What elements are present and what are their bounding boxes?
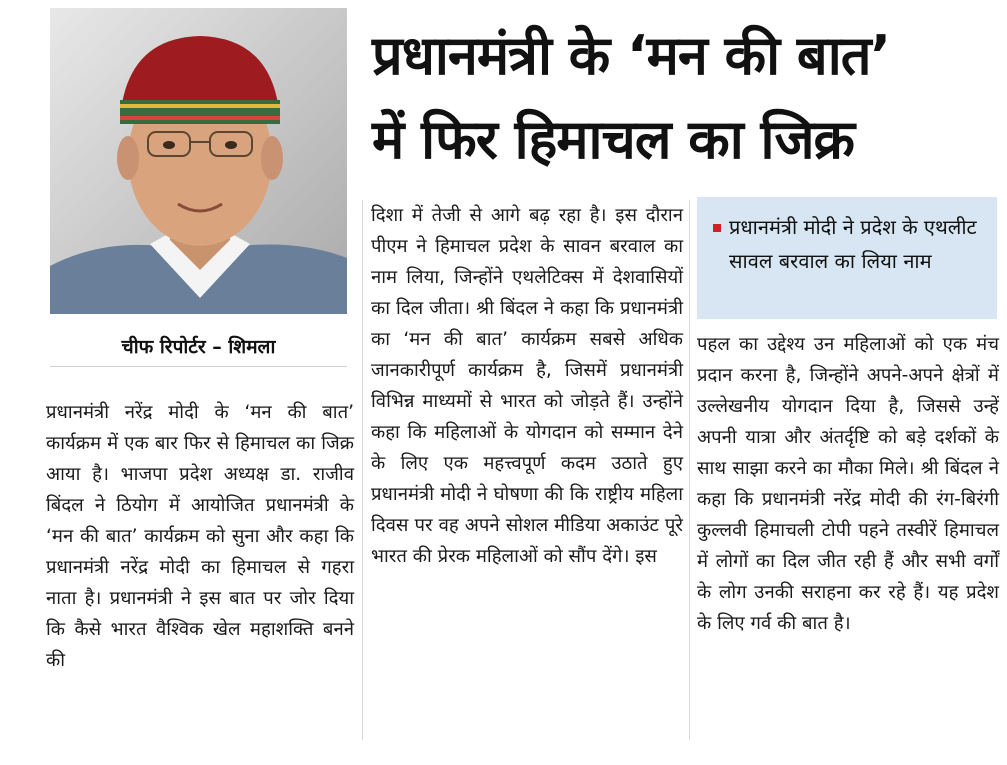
article-column-2: दिशा में तेजी से आगे बढ़ रहा है। इस दौरान पीएम ने हिमाचल प्रदेश के सावन बरवाल का नाम लिया, जिन्होंने एथलेटिक्स में देशवासियों का दिल जीता। श्री बिंदल ने कहा कि प्रधानमंत्री का ‘मन की बात’ कार्यक्रम सबसे अधिक जानकारीपूर्ण कार्यक्रम है, जिसमें प्रधानमंत्री विभिन्न माध्यमों से भारत को जोड़ते हैं। उन्होंने कहा कि महिलाओं के योगदान को सम्मान देने के लिए एक महत्त्वपूर्ण कदम उठाते हुए प्रधानमंत्री मोदी ने घोषणा की कि राष्ट्रीय महिला दिवस पर वह अपने सोशल मीडिया अकाउंट पूरे भारत की प्रेरक महिलाओं को सौंप देंगे। इस bbox=[371, 205, 683, 567]
article-column-3: पहल का उद्देश्य उन महिलाओं को एक मंच प्रदान करना है, जिन्होंने अपने-अपने क्षेत्रों में उल्लेखनीय योगदान दिया है, जिससे उन्हें अपनी यात्रा और अंतर्दृष्टि को बड़े दर्शकों के साथ साझा करने का मौका मिले। श्री बिंदल ने कहा कि प्रधानमंत्री नरेंद्र मोदी की रंग-बिरंगी कुल्लवी हिमाचली टोपी पहने तस्वीरें हिमाचल में लोगों का दिल जीत रही हैं और सभी वर्गों के लोग उनकी सराहना कर रहे हैं। यह प्रदेश के लिए गर्व की बात है। bbox=[697, 334, 999, 634]
column-divider bbox=[362, 200, 363, 740]
headline bbox=[372, 14, 997, 182]
red-square-bullet-icon bbox=[713, 224, 721, 232]
portrait-man-himachali-cap-icon bbox=[50, 8, 347, 314]
portrait-photo bbox=[50, 8, 347, 314]
article-column-1: प्रधानमंत्री नरेंद्र मोदी के ‘मन की बात’ कार्यक्रम में एक बार फिर से हिमाचल का जिक्र आया है। भाजपा प्रदेश अध्यक्ष डा. राजीव बिंदल ने ठियोग में आयोजित प्रधानमंत्री के ‘मन की बात’ कार्यक्रम को सुना और कहा कि प्रधानमंत्री नरेंद्र मोदी का हिमाचल से गहरा नाता है। प्रधानमंत्री ने इस बात पर जोर दिया कि कैसे भारत वैश्विक खेल महाशक्ति बनने की bbox=[46, 402, 354, 671]
highlight-box bbox=[697, 197, 997, 319]
byline-divider bbox=[50, 366, 347, 367]
headline-line-1: प्रधानमंत्री के ‘मन की बात’ bbox=[372, 24, 890, 87]
byline: चीफ रिपोर्टर – शिमला bbox=[121, 336, 276, 358]
headline-line-2: में फिर हिमाचल का जिक्र bbox=[372, 108, 855, 171]
highlight-text: प्रधानमंत्री मोदी ने प्रदेश के एथलीट सावल बरवाल का लिया नाम bbox=[729, 215, 977, 273]
column-divider bbox=[689, 200, 690, 740]
